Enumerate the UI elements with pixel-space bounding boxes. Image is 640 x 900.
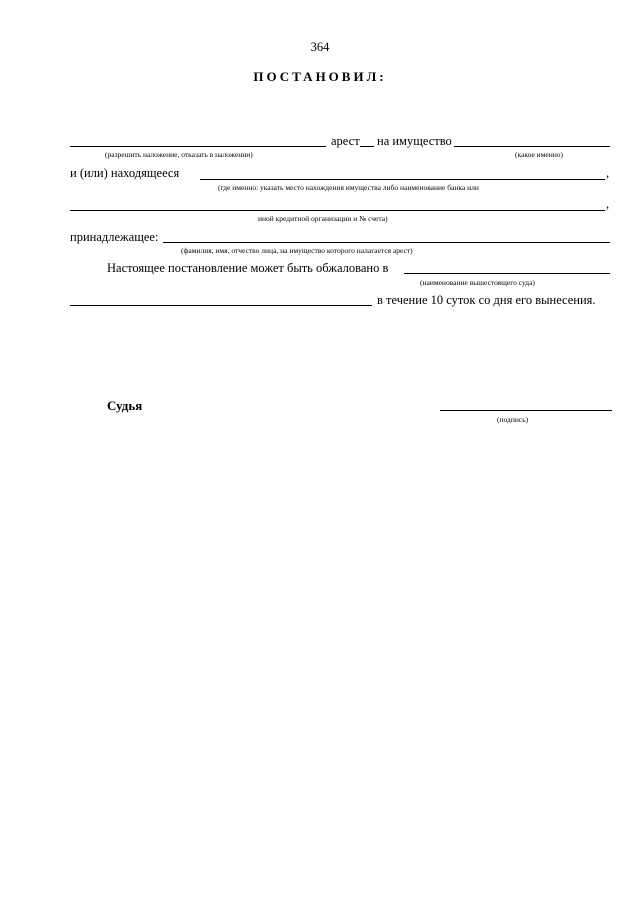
signature-field[interactable] [440, 410, 612, 411]
bank-account-hint: иной кредитной организации и № счета) [258, 214, 388, 223]
judge-label: Судья [107, 398, 143, 413]
owner-name-hint: (фамилия, имя, отчество лица, на имущество которого налагается арест) [181, 246, 413, 255]
arrest-label: арест [331, 134, 360, 148]
located-label: и (или) находящееся [70, 166, 180, 180]
belonging-label: принадлежащее: [70, 230, 159, 244]
decision-hint: (разрешить наложение, отказать в наложении) [105, 150, 253, 159]
location-comma: , [606, 166, 610, 180]
page-title: ПОСТАНОВИЛ: [253, 69, 387, 84]
bank-account-field[interactable] [70, 210, 605, 211]
higher-court-field[interactable] [404, 273, 610, 274]
property-type-hint: (какое именно) [515, 150, 564, 159]
higher-court-continuation-field[interactable] [70, 305, 372, 306]
page-number: 364 [310, 40, 330, 54]
arrest-suffix-blank[interactable] [360, 146, 374, 147]
signature-hint: (подпись) [497, 415, 529, 424]
property-label: на имущество [377, 134, 452, 148]
location-hint: (где именно: указать место нахождения имущества либо наименование банка или [218, 183, 479, 192]
owner-name-field[interactable] [163, 242, 610, 243]
appeal-text: Настоящее постановление может быть обжаловано в [107, 261, 389, 275]
bank-account-comma: , [606, 197, 610, 211]
decision-blank-field[interactable] [70, 146, 326, 147]
property-type-field[interactable] [454, 146, 610, 147]
higher-court-hint: (наименование вышестоящего суда) [420, 278, 535, 287]
appeal-term-text: в течение 10 суток со дня его вынесения. [377, 293, 596, 307]
location-field[interactable] [200, 179, 605, 180]
